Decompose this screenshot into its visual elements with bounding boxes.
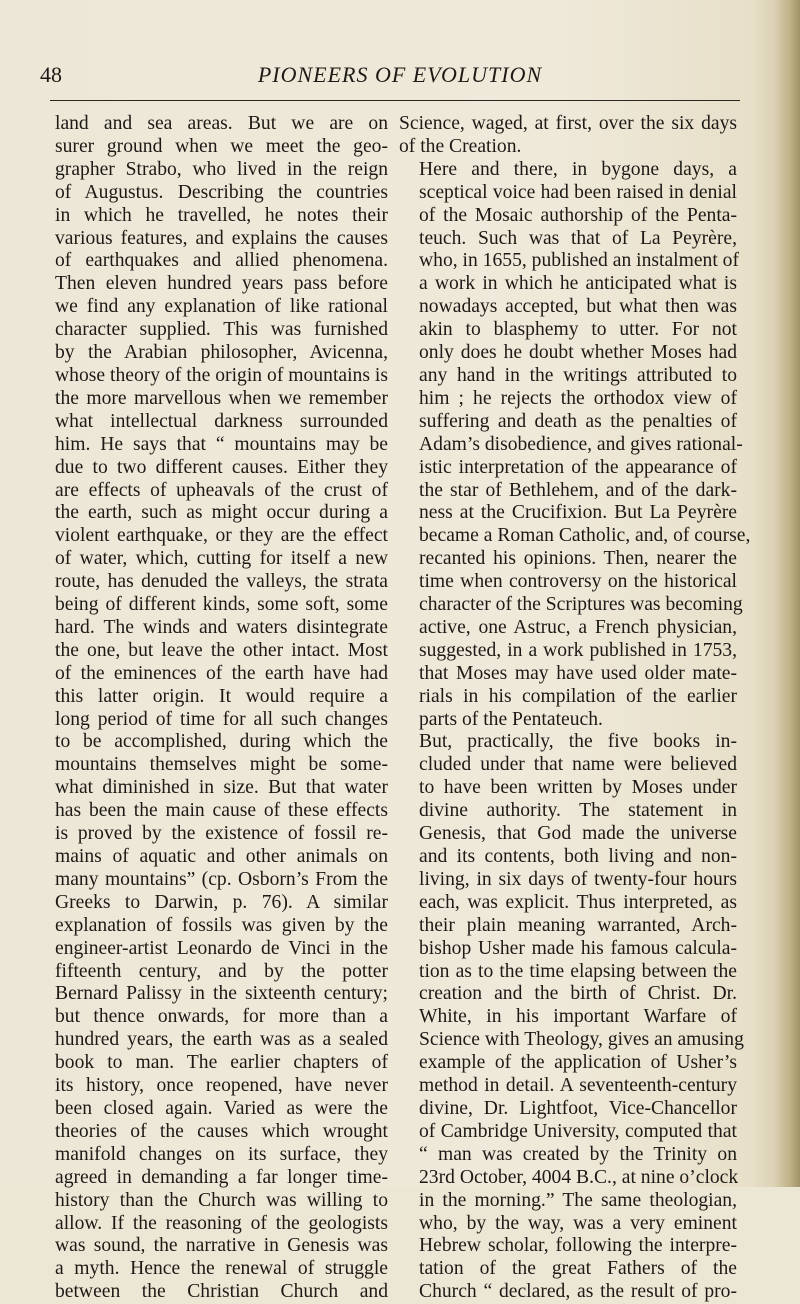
- text-line: to have been written by Moses under: [419, 777, 737, 799]
- text-line: explanation of fossils was given by the: [55, 914, 388, 936]
- text-line: mountains themselves might be some-: [55, 754, 388, 776]
- text-line: this latter origin. It would require a: [55, 685, 388, 707]
- text-line: White, in his important Warfare of: [419, 1006, 737, 1028]
- text-line: a work in which he anticipated what is: [419, 273, 737, 295]
- text-line: 23rd October, 4004 B.C., at nine o’clock: [419, 1166, 739, 1188]
- running-title: PIONEERS OF EVOLUTION: [257, 62, 543, 87]
- text-line: creation and the birth of Christ. Dr.: [419, 983, 737, 1005]
- text-line: the earth, such as might occur during a: [55, 502, 388, 524]
- text-line: divine, Dr. Lightfoot, Vice-Chancellor: [419, 1097, 737, 1119]
- text-line: nowadays accepted, but what then was: [419, 296, 737, 318]
- paragraph: [399, 158, 751, 732]
- text-line: him ; he rejects the orthodox view of: [419, 387, 737, 409]
- text-line: has been the main cause of these effects: [55, 800, 388, 822]
- text-line: was sound, the narrative in Genesis was: [55, 1235, 388, 1257]
- text-line: due to two different causes. Either they: [55, 456, 388, 478]
- text-line: history than the Church was willing to: [55, 1189, 388, 1211]
- text-line: suggested, in a work published in 1753,: [419, 639, 737, 661]
- text-line: Science, waged, at first, over the six days: [399, 113, 737, 134]
- text-line: of Augustus. Describing the countries: [55, 181, 388, 203]
- text-line: became a Roman Catholic, and, of course,: [419, 525, 751, 547]
- text-line: Genesis, that God made the universe: [419, 823, 737, 845]
- text-line: by the Arabian philosopher, Avicenna,: [55, 342, 388, 364]
- text-line: akin to blasphemy to utter. For not: [419, 319, 737, 341]
- text-line: him. He says that “ mountains may be: [55, 433, 388, 455]
- text-line: of water, which, cutting for itself a new: [55, 548, 388, 570]
- text-line: method in detail. A seventeenth-century: [419, 1075, 737, 1097]
- text-line: and its contents, both living and non-: [419, 846, 737, 867]
- paragraph: [399, 731, 744, 1304]
- text-line: suffering and death as the penalties of: [419, 410, 737, 432]
- text-line: violent earthquake, or they are the effect: [55, 525, 388, 547]
- text-line: is proved by the existence of fossil re-: [55, 823, 388, 845]
- text-line: character supplied. This was furnished: [55, 319, 388, 341]
- text-line: in the morning.” The same theologian,: [419, 1189, 737, 1211]
- text-line: their plain meaning warranted, Arch-: [419, 914, 737, 936]
- text-line: “ man was created by the Trinity on: [419, 1143, 737, 1165]
- text-line: Here and there, in bygone days, a: [419, 158, 737, 180]
- text-line: the more marvellous when we remember: [55, 387, 388, 409]
- text-line: character of the Scriptures was becoming: [419, 594, 743, 616]
- text-line: who, by the way, was a very eminent: [419, 1212, 737, 1234]
- text-line: the star of Bethlehem, and of the dark-: [419, 479, 737, 501]
- text-line: Adam’s disobedience, and gives rational-: [419, 433, 743, 455]
- text-line: agreed in demanding a far longer time-: [55, 1166, 388, 1188]
- text-line: time when controversy on the historical: [419, 571, 737, 593]
- text-line: active, one Astruc, a French physician,: [419, 616, 737, 638]
- page-edge-shadow: [774, 0, 800, 1187]
- text-line: mains of aquatic and other animals on: [55, 846, 388, 867]
- text-line: the one, but leave the other intact. Most: [55, 639, 388, 661]
- page-number: 48: [40, 62, 62, 87]
- text-line: hundred years, the earth was as a sealed: [55, 1029, 388, 1051]
- paragraph: [55, 113, 388, 1304]
- text-line: of earthquakes and allied phenomena.: [55, 250, 388, 272]
- text-line: land and sea areas. But we are on: [55, 113, 388, 134]
- text-line: tion as to the time elapsing between the: [419, 960, 737, 982]
- header-rule: [50, 100, 740, 101]
- text-line: divine authority. The statement in: [419, 800, 737, 822]
- text-line: of Cambridge University, computed that: [419, 1120, 737, 1142]
- text-line: Church “ declared, as the result of pro-: [419, 1281, 737, 1303]
- text-line: rials in his compilation of the earlier: [419, 685, 737, 707]
- text-line: of the Creation.: [399, 135, 522, 157]
- text-line: whose theory of the origin of mountains is: [55, 364, 388, 386]
- text-line: surer ground when we meet the geo-: [55, 135, 388, 157]
- text-line: sceptical voice had been raised in denial: [419, 181, 737, 203]
- text-line: hard. The winds and waters disintegrate: [55, 616, 388, 638]
- text-line: long period of time for all such changes: [55, 708, 388, 730]
- text-line: been closed again. Varied as were the: [55, 1097, 388, 1119]
- text-line: tation of the great Fathers of the: [419, 1258, 737, 1280]
- text-line: many mountains” (cp. Osborn’s From the: [55, 868, 388, 890]
- text-line: only does he doubt whether Moses had: [419, 342, 737, 364]
- text-line: between the Christian Church and: [55, 1281, 388, 1303]
- text-line: who, in 1655, published an instalment of: [419, 250, 739, 272]
- text-line: istic interpretation of the appearance of: [419, 456, 737, 478]
- text-line: teuch. Such was that of La Peyrère,: [419, 227, 737, 249]
- text-line: bishop Usher made his famous calcula-: [419, 937, 737, 959]
- text-line: living, in six days of twenty-four hours: [419, 868, 737, 890]
- text-line: example of the application of Usher’s: [419, 1052, 737, 1074]
- text-line: are effects of upheavals of the crust of: [55, 479, 388, 501]
- text-line: engineer-artist Leonardo de Vinci in the: [55, 937, 388, 959]
- text-line: being of different kinds, some soft, some: [55, 594, 388, 616]
- text-line: Bernard Palissy in the sixteenth century;: [55, 983, 388, 1005]
- text-line: we find any explanation of like rational: [55, 296, 388, 318]
- text-line: parts of the Pentateuch.: [419, 708, 603, 730]
- text-line: of the eminences of the earth have had: [55, 662, 388, 684]
- text-line: grapher Strabo, who lived in the reign: [55, 158, 388, 180]
- text-line: any hand in the writings attributed to: [419, 364, 737, 386]
- text-line: fifteenth century, and by the potter: [55, 960, 388, 982]
- text-line: its history, once reopened, have never: [55, 1075, 388, 1097]
- text-line: but thence onwards, for more than a: [55, 1006, 388, 1028]
- right-text-column: [399, 113, 751, 1304]
- text-line: theories of the causes which wrought: [55, 1120, 388, 1142]
- text-line: route, has denuded the valleys, the strata: [55, 571, 388, 593]
- text-line: ness at the Crucifixion. But La Peyrère: [419, 502, 737, 524]
- text-line: what diminished in size. But that water: [55, 777, 388, 799]
- text-line: to be accomplished, during which the: [55, 731, 388, 753]
- text-line: manifold changes on its surface, they: [55, 1143, 388, 1165]
- text-line: book to man. The earlier chapters of: [55, 1052, 388, 1074]
- text-line: various features, and explains the causes: [55, 227, 388, 249]
- running-head: [40, 60, 760, 94]
- text-line: what intellectual darkness surrounded: [55, 410, 388, 432]
- text-line: that Moses may have used older mate-: [419, 662, 737, 684]
- text-line: Greeks to Darwin, p. 76). A similar: [55, 891, 388, 913]
- text-line: of the Mosaic authorship of the Penta-: [419, 204, 737, 226]
- text-line: a myth. Hence the renewal of struggle: [55, 1258, 388, 1280]
- text-line: in which he travelled, he notes their: [55, 204, 388, 226]
- text-line: allow. If the reasoning of the geologists: [55, 1212, 388, 1234]
- text-line: Hebrew scholar, following the interpre-: [419, 1235, 737, 1257]
- text-line: But, practically, the five books in-: [419, 731, 737, 753]
- left-text-column: [55, 113, 388, 1304]
- text-line: each, was explicit. Thus interpreted, as: [419, 891, 737, 913]
- text-line: cluded under that name were believed: [419, 754, 737, 776]
- text-line: Science with Theology, gives an amusing: [419, 1029, 744, 1051]
- text-line: recanted his opinions. Then, nearer the: [419, 548, 737, 570]
- paragraph: [399, 113, 737, 159]
- text-line: Then eleven hundred years pass before: [55, 273, 388, 295]
